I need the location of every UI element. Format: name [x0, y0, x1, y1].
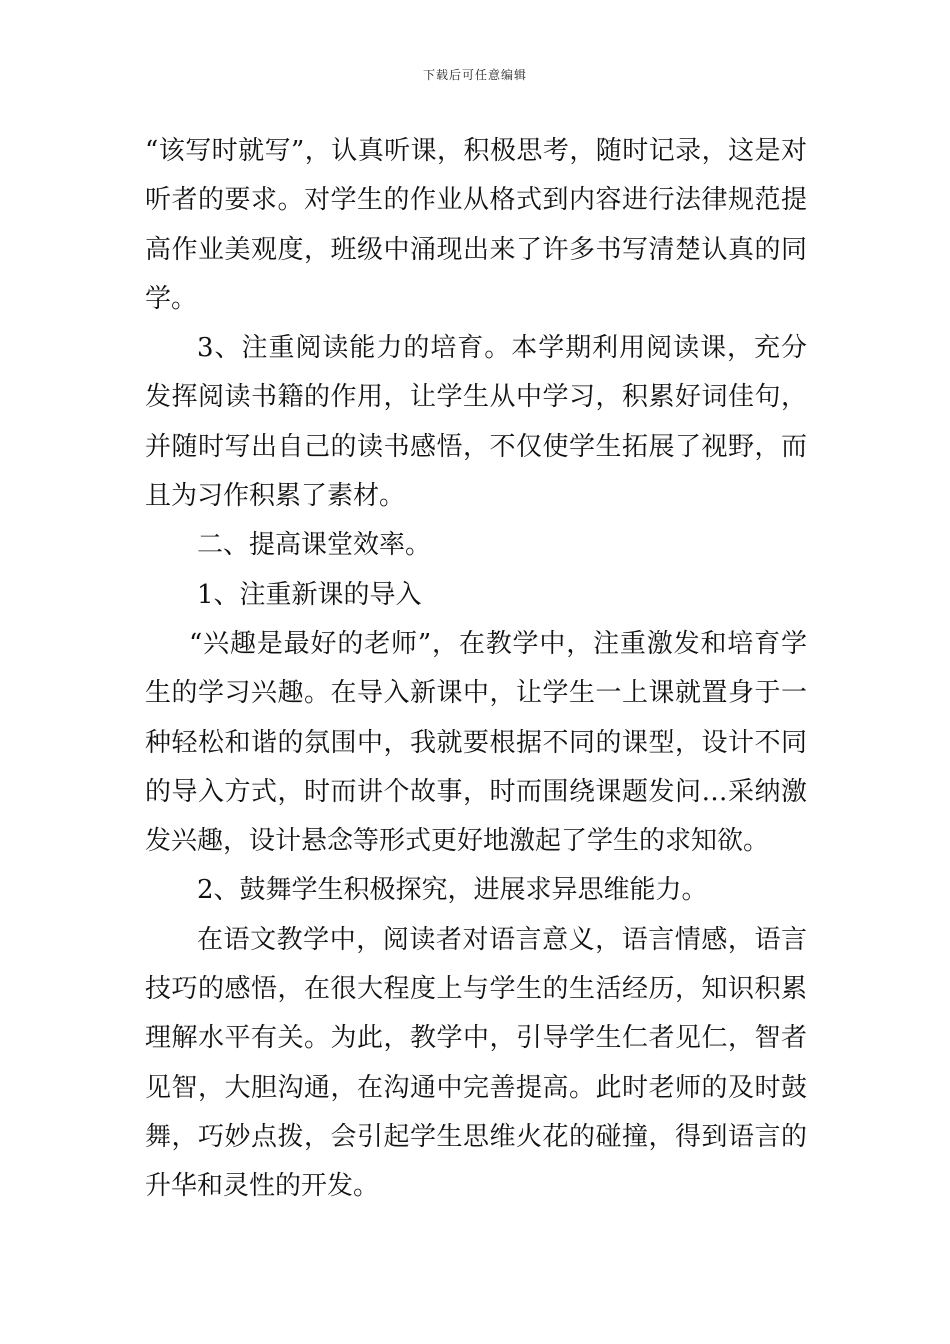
paragraph-listening-requirements: “该写时就写”，认真听课，积极思考，随时记录，这是对听者的要求。对学生的作业从格式到内容进行法律规范提高作业美观度，班级中涌现出来了许多书写清楚认真的同学。	[145, 136, 807, 314]
paragraph-reading-ability: 3、注重阅读能力的培育。本学期利用阅读课，充分发挥阅读书籍的作用，让学生从中学习，积累好词佳句，并随时写出自己的读书感悟，不仅使学生拓展了视野，而且为习作积累了素材。	[145, 333, 807, 512]
paragraph-language-teaching: 在语文教学中，阅读者对语言意义，语言情感，语言技巧的感悟，在很大程度上与学生的生活经历，知识积累理解水平有关。为此，教学中，引导学生仁者见仁，智者见智，大胆沟通，在沟通中完善提高。此时老师的及时鼓舞，巧妙点拨，会引起学生思维火花的碰撞，得到语言的升华和灵性的开发。	[145, 924, 807, 1202]
paragraph-interest-teacher: “兴趣是最好的老师”，在教学中，注重激发和培育学生的学习兴趣。在导入新课中，让学生一上课就置身于一种轻松和谐的氛围中，我就要根据不同的课型，设计不同的导入方式，时而讲个故事，时而围绕课题发问…采纳激发兴趣，设计悬念等形式更好地激起了学生的求知欲。	[145, 628, 807, 857]
heading-classroom-efficiency: 二、提高课堂效率。	[197, 530, 432, 561]
document-body	[145, 127, 807, 1212]
heading-encourage-exploration: 2、鼓舞学生积极探究，进展求异思维能力。	[197, 875, 708, 906]
download-note: 下载后可任意编辑	[422, 68, 527, 82]
heading-lesson-introduction: 1、注重新课的导入	[197, 579, 422, 610]
